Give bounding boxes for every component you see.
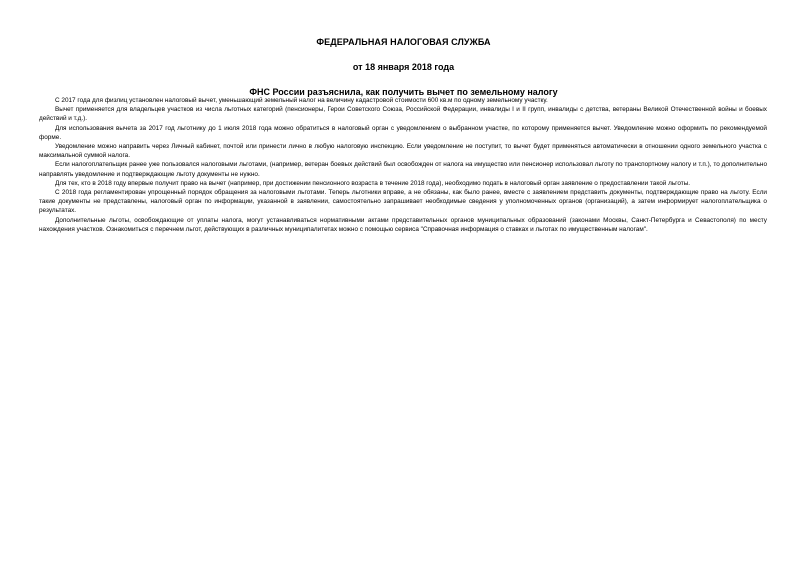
paragraph-7: С 2018 года регламентирован упрощенный порядок обращения за налоговыми льготами. Теперь льготники вправе, а не обязаны, как было ранее, вместе с заявлением представить документы, подтверждающие право на льготу. Если такие документы не представлены, налоговый орган по информации, указанной в заявлении, самостоятельно запрашивает необходимые сведения у уполномоченных органов (организаций), а затем информирует налогоплательщика о результатах. xyxy=(39,189,767,215)
document-date: от 18 января 2018 года xyxy=(352,62,455,72)
paragraph-3: Для использования вычета за 2017 год льготнику до 1 июля 2018 года можно обратиться в налоговый орган с уведомлением о выбранном участке, по которому применяется вычет. Уведомление можно оформить по рекомендуемой форме. xyxy=(39,124,767,141)
agency-name: ФЕДЕРАЛЬНАЯ НАЛОГОВАЯ СЛУЖБА xyxy=(316,37,491,47)
paragraph-4: Уведомление можно направить через Личный кабинет, почтой или принести лично в любую налоговую инспекцию. Если уведомление не поступит, то вычет будет применяться автоматически в отношении одного земельного участка с максимальной суммой налога. xyxy=(39,143,767,160)
document-body xyxy=(39,96,767,234)
paragraph-2: Вычет применяется для владельцев участков из числа льготных категорий (пенсионеры, Герои Советского Союза, Российской Федерации, инвалиды I и II групп, инвалиды с детства, ветераны Великой Отечественной войны и боевых действий и т.д.). xyxy=(39,106,767,123)
paragraph-5: Если налогоплательщик ранее уже пользовался налоговыми льготами, (например, ветеран боевых действий был освобожден от налога на имущество или пенсионер использовал льготу по транспортному налогу и т.п.), то дополнительно направлять уведомление и подтверждающие льготу документы не нужно. xyxy=(39,161,767,178)
document-header xyxy=(0,37,807,98)
paragraph-6: Для тех, кто в 2018 году впервые получит право на вычет (например, при достижении пенсионного возраста в течение 2018 года), необходимо подать в налоговый орган заявление о предоставлении такой льготы. xyxy=(55,179,691,187)
paragraph-8: Дополнительные льготы, освобождающие от уплаты налога, могут устанавливаться нормативными актами представительных органов муниципальных образований (законами Москвы, Санкт-Петербурга и Севастополя) по месту нахождения участков. Ознакомиться с перечнем льгот, действующих в различных муниципалитетах можно с помощью сервиса "Справочная информация о ставках и льготах по имущественным налогам". xyxy=(39,216,767,233)
document-title: ФНС России разъяснила, как получить вычет по земельному налогу xyxy=(249,87,558,97)
paragraph-1: С 2017 года для физлиц установлен налоговый вычет, уменьшающий земельный налог на величину кадастровой стоимости 600 кв.м по одному земельному участку. xyxy=(55,97,548,104)
